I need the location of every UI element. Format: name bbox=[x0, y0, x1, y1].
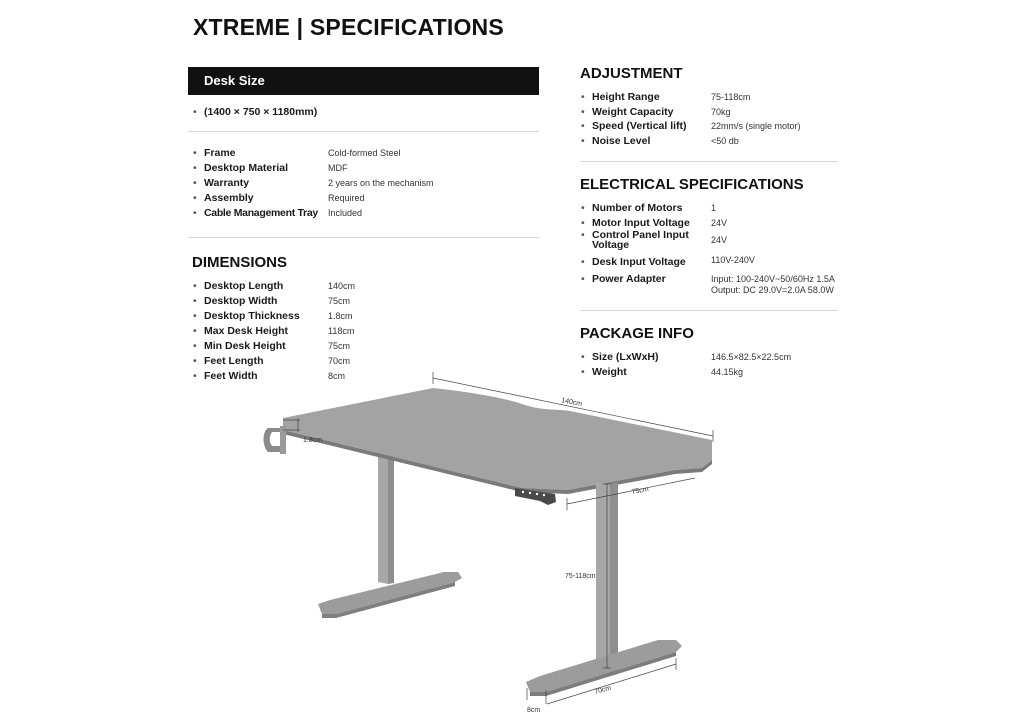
dimension-label: • Desktop Length bbox=[204, 280, 283, 292]
spec-value: Included bbox=[328, 208, 363, 218]
electrical-value: 110V-240V bbox=[711, 254, 755, 265]
adjustment-value: 22mm/s (single motor) bbox=[711, 121, 801, 131]
desk-size-heading: Desk Size bbox=[204, 73, 265, 88]
package-heading: PACKAGE INFO bbox=[580, 325, 694, 342]
adjustment-value: <50 db bbox=[711, 135, 739, 146]
front-leg bbox=[526, 482, 682, 696]
dimension-value: 8cm bbox=[328, 371, 346, 381]
adjustment-heading: ADJUSTMENT bbox=[580, 65, 683, 82]
adjustment-value: 70kg bbox=[711, 106, 731, 117]
feet-width-label: 8cm bbox=[527, 707, 541, 714]
spec-label: • Assembly bbox=[204, 192, 254, 204]
adjustment-label: • Speed (Vertical lift) bbox=[592, 120, 687, 132]
electrical-heading: ELECTRICAL SPECIFICATIONS bbox=[580, 176, 804, 193]
electrical-label: • Power Adapter bbox=[592, 273, 666, 285]
dimension-value: 140cm bbox=[328, 281, 356, 291]
length-label: 140cm bbox=[560, 397, 583, 408]
height-label: 75-118cm bbox=[565, 573, 596, 580]
spec-label: • Desktop Material bbox=[204, 162, 288, 174]
dimension-label: • Feet Width bbox=[204, 370, 258, 382]
electrical-label: • Number of Motors bbox=[592, 202, 682, 214]
dimension-value: 70cm bbox=[328, 356, 351, 366]
dimension-value: 75cm bbox=[328, 296, 351, 306]
package-label: • Weight bbox=[592, 366, 627, 378]
dimensions-heading: DIMENSIONS bbox=[192, 254, 288, 271]
dimension-value: 118cm bbox=[328, 326, 355, 336]
spec-value: MDF bbox=[328, 163, 348, 173]
rear-leg bbox=[318, 448, 462, 618]
electrical-label: • Control Panel Input Voltage bbox=[592, 231, 697, 250]
electrical-label: • Desk Input Voltage bbox=[592, 256, 686, 268]
page-title: XTREME | SPECIFICATIONS bbox=[193, 14, 504, 40]
package-value: 146.5×82.5×22.5cm bbox=[711, 352, 792, 362]
adjustment-label: • Height Range bbox=[592, 91, 660, 103]
thickness-label: 1.8cm bbox=[303, 437, 323, 444]
spec-value: Cold-formed Steel bbox=[328, 148, 401, 158]
feet-length-label: 70cm bbox=[593, 684, 613, 696]
dimension-label: • Desktop Width bbox=[204, 295, 277, 307]
width-label: 75cm bbox=[631, 486, 650, 496]
adjustment-label: • Noise Level bbox=[592, 135, 650, 147]
spec-value: Required bbox=[328, 193, 365, 203]
desktop bbox=[283, 388, 712, 494]
adjustment-label: • Weight Capacity bbox=[592, 106, 674, 118]
spec-label: • Frame bbox=[204, 147, 236, 159]
electrical-value: Input: 100-240V~50/60Hz 1.5A bbox=[711, 273, 835, 284]
adjustment-value: 75-118cm bbox=[711, 92, 751, 102]
dimension-label: • Max Desk Height bbox=[204, 325, 288, 337]
dimension-value: 75cm bbox=[328, 341, 351, 351]
dimension-label: • Desktop Thickness bbox=[204, 310, 300, 322]
electrical-value: 24V bbox=[711, 235, 728, 245]
package-label: • Size (LxWxH) bbox=[592, 351, 659, 363]
headphone-hook bbox=[264, 426, 287, 454]
electrical-label: • Motor Input Voltage bbox=[592, 217, 690, 229]
spec-label: • Warranty bbox=[204, 177, 249, 189]
electrical-value-2: Output: DC 29.0V=2.0A 58.0W bbox=[711, 284, 834, 295]
desk-size-value: • (1400 × 750 × 1180mm) bbox=[204, 106, 317, 118]
dimension-label: • Feet Length bbox=[204, 355, 264, 367]
dimension-value: 1.8cm bbox=[328, 311, 353, 321]
dimension-label: • Min Desk Height bbox=[204, 340, 286, 352]
package-value: 44.15kg bbox=[711, 366, 744, 377]
electrical-value: 1 bbox=[711, 203, 717, 213]
spec-value: 2 years on the mechanism bbox=[328, 178, 434, 188]
electrical-value: 24V bbox=[711, 217, 728, 228]
spec-label: • Cable Management Tray bbox=[204, 207, 318, 219]
